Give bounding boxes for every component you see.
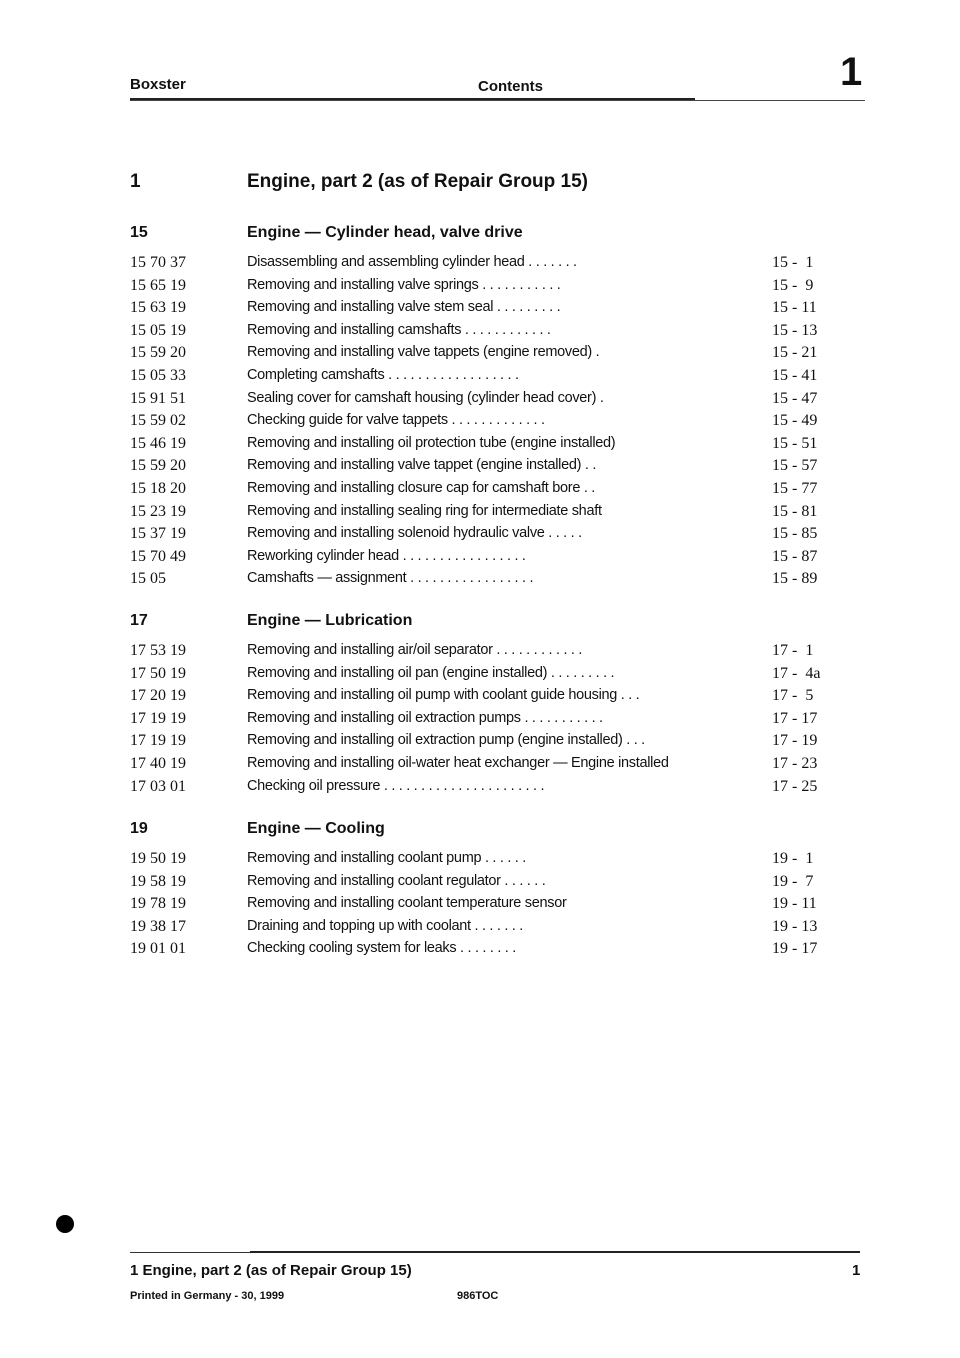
toc-row[interactable] <box>0 548 960 570</box>
page-reference: 15 - 57 <box>772 457 818 475</box>
page-reference: 15 - 89 <box>772 570 818 588</box>
toc-row[interactable] <box>0 687 960 709</box>
page-reference: 17 - 23 <box>772 755 818 772</box>
page-reference: 15 - 13 <box>772 321 818 339</box>
page-reference: 15 - 49 <box>772 412 818 430</box>
page-reference: 19 - 13 <box>772 917 818 935</box>
page-reference: 19 - 1 <box>772 850 814 867</box>
repair-code: 15 37 19 <box>130 525 186 543</box>
repair-code: 17 40 19 <box>130 755 186 772</box>
procedure-description: Removing and installing coolant regulator . . . . . . <box>247 872 546 889</box>
page-reference: 19 - 11 <box>772 895 817 913</box>
toc-row[interactable] <box>0 457 960 479</box>
procedure-description: Removing and installing valve springs . . . . . . . . . . . <box>247 276 561 293</box>
page-reference: 17 - 25 <box>772 777 818 795</box>
procedure-description: Removing and installing oil extraction pump (engine installed) . . . <box>247 732 645 749</box>
procedure-description: Removing and installing oil pump with coolant guide housing . . . <box>247 687 640 704</box>
header-chapter-number: 1 <box>840 50 863 94</box>
punch-hole-dot <box>56 1215 74 1233</box>
chapter-title: Engine, part 2 (as of Repair Group 15) <box>247 171 589 192</box>
header-section: Contents <box>478 78 543 95</box>
group-number: 17 <box>130 612 148 629</box>
toc-row[interactable] <box>0 412 960 434</box>
toc-row[interactable] <box>0 755 960 777</box>
repair-code: 15 23 19 <box>130 502 186 520</box>
page-reference: 17 - 4a <box>772 664 821 682</box>
procedure-description: Removing and installing valve tappet (engine installed) . . <box>247 457 597 474</box>
toc-row[interactable] <box>0 390 960 412</box>
footer-page-number: 1 <box>852 1262 861 1279</box>
procedure-description: Removing and installing oil extraction pumps . . . . . . . . . . . <box>247 709 603 726</box>
header-model: Boxster <box>130 76 186 93</box>
toc-row[interactable] <box>0 778 960 800</box>
repair-code: 17 19 19 <box>130 732 186 750</box>
page-reference: 17 - 19 <box>772 732 818 750</box>
repair-code: 15 46 19 <box>130 434 186 452</box>
repair-code: 17 53 19 <box>130 642 186 659</box>
repair-code: 19 38 17 <box>130 917 186 935</box>
repair-code: 15 70 49 <box>130 547 186 565</box>
repair-code: 15 59 02 <box>130 412 186 430</box>
repair-code: 15 59 20 <box>130 457 186 475</box>
procedure-description: Reworking cylinder head . . . . . . . . . . . . . . . . . <box>247 547 526 564</box>
toc-row[interactable] <box>0 367 960 389</box>
page-reference: 17 - 17 <box>772 709 818 727</box>
procedure-description: Removing and installing sealing ring for intermediate shaft <box>247 502 602 519</box>
page-reference: 15 - 77 <box>772 480 818 497</box>
repair-code: 15 65 19 <box>130 276 186 294</box>
procedure-description: Removing and installing oil pan (engine installed) . . . . . . . . . <box>247 664 615 681</box>
page-reference: 15 - 11 <box>772 299 817 317</box>
toc-row[interactable] <box>0 570 960 592</box>
procedure-description: Removing and installing oil protection tube (engine installed) <box>247 434 616 451</box>
procedure-description: Removing and installing coolant temperature sensor <box>247 895 567 912</box>
procedure-description: Draining and topping up with coolant . . . . . . . <box>247 917 523 934</box>
repair-code: 17 50 19 <box>130 664 186 682</box>
header-divider-bold <box>130 98 695 100</box>
repair-code: 19 78 19 <box>130 895 186 913</box>
procedure-description: Removing and installing valve stem seal . . . . . . . . . <box>247 299 561 316</box>
toc-row[interactable] <box>0 940 960 962</box>
toc-row[interactable] <box>0 435 960 457</box>
procedure-description: Checking cooling system for leaks . . . . . . . . <box>247 940 516 957</box>
procedure-description: Removing and installing coolant pump . . . . . . <box>247 850 526 866</box>
page-reference: 15 - 87 <box>772 547 818 565</box>
page-reference: 15 - 85 <box>772 525 818 543</box>
toc-row[interactable] <box>0 642 960 664</box>
procedure-description: Disassembling and assembling cylinder head . . . . . . . <box>247 254 577 270</box>
group-title: Engine — Cylinder head, valve drive <box>247 224 523 241</box>
toc-row[interactable] <box>0 344 960 366</box>
footer-printed: Printed in Germany - 30, 1999 <box>130 1290 285 1302</box>
page-reference: 15 - 41 <box>772 367 818 384</box>
chapter-number: 1 <box>130 171 141 192</box>
repair-code: 19 58 19 <box>130 872 186 890</box>
toc-row[interactable] <box>0 525 960 547</box>
procedure-description: Removing and installing valve tappets (engine removed) . <box>247 344 600 361</box>
toc-row[interactable] <box>0 277 960 299</box>
repair-code: 17 20 19 <box>130 687 186 705</box>
repair-code: 19 01 01 <box>130 940 186 958</box>
toc-row[interactable] <box>0 710 960 732</box>
page-reference: 15 - 9 <box>772 276 814 294</box>
page-reference: 15 - 51 <box>772 434 818 452</box>
group-title: Engine — Cooling <box>247 820 385 837</box>
toc-row[interactable] <box>0 732 960 754</box>
toc-row[interactable] <box>0 254 960 276</box>
group-number: 19 <box>130 820 148 837</box>
toc-row[interactable] <box>0 873 960 895</box>
repair-code: 15 63 19 <box>130 299 186 317</box>
repair-code: 15 05 <box>130 570 166 588</box>
repair-code: 15 05 33 <box>130 367 186 384</box>
repair-code: 15 18 20 <box>130 480 186 497</box>
page-reference: 19 - 7 <box>772 872 814 890</box>
toc-row[interactable] <box>0 503 960 525</box>
toc-row[interactable] <box>0 665 960 687</box>
page-reference: 19 - 17 <box>772 940 818 958</box>
repair-code: 15 70 37 <box>130 254 186 271</box>
procedure-description: Removing and installing camshafts . . . . . . . . . . . . <box>247 321 551 338</box>
procedure-description: Completing camshafts . . . . . . . . . . . . . . . . . . <box>247 367 519 383</box>
page-reference: 15 - 1 <box>772 254 814 271</box>
procedure-description: Removing and installing oil-water heat exchanger — Engine installed <box>247 755 669 771</box>
group-number: 15 <box>130 224 148 241</box>
header-divider <box>130 100 865 101</box>
toc-row[interactable] <box>0 895 960 917</box>
group-title: Engine — Lubrication <box>247 612 413 629</box>
footer-divider-bold <box>250 1251 860 1253</box>
toc-row[interactable] <box>0 850 960 872</box>
footer-doc-code: 986TOC <box>457 1290 499 1302</box>
toc-row[interactable] <box>0 480 960 502</box>
repair-code: 19 50 19 <box>130 850 186 867</box>
repair-code: 17 19 19 <box>130 709 186 727</box>
procedure-description: Checking guide for valve tappets . . . . . . . . . . . . . <box>247 412 545 429</box>
repair-code: 15 91 51 <box>130 389 186 407</box>
toc-row[interactable] <box>0 299 960 321</box>
footer-title: 1 Engine, part 2 (as of Repair Group 15) <box>130 1262 412 1279</box>
repair-code: 17 03 01 <box>130 777 186 795</box>
toc-row[interactable] <box>0 322 960 344</box>
procedure-description: Checking oil pressure . . . . . . . . . . . . . . . . . . . . . . <box>247 777 545 794</box>
page-reference: 15 - 47 <box>772 389 818 407</box>
procedure-description: Removing and installing closure cap for camshaft bore . . <box>247 480 595 496</box>
page-reference: 15 - 21 <box>772 344 818 362</box>
procedure-description: Removing and installing air/oil separator . . . . . . . . . . . . <box>247 642 583 658</box>
page-reference: 17 - 5 <box>772 687 814 705</box>
procedure-description: Removing and installing solenoid hydraulic valve . . . . . <box>247 525 582 542</box>
page-reference: 15 - 81 <box>772 502 818 520</box>
page-reference: 17 - 1 <box>772 642 814 659</box>
repair-code: 15 05 19 <box>130 321 186 339</box>
procedure-description: Camshafts — assignment . . . . . . . . . . . . . . . . . <box>247 570 534 587</box>
repair-code: 15 59 20 <box>130 344 186 362</box>
toc-row[interactable] <box>0 918 960 940</box>
procedure-description: Sealing cover for camshaft housing (cylinder head cover) . <box>247 389 604 406</box>
